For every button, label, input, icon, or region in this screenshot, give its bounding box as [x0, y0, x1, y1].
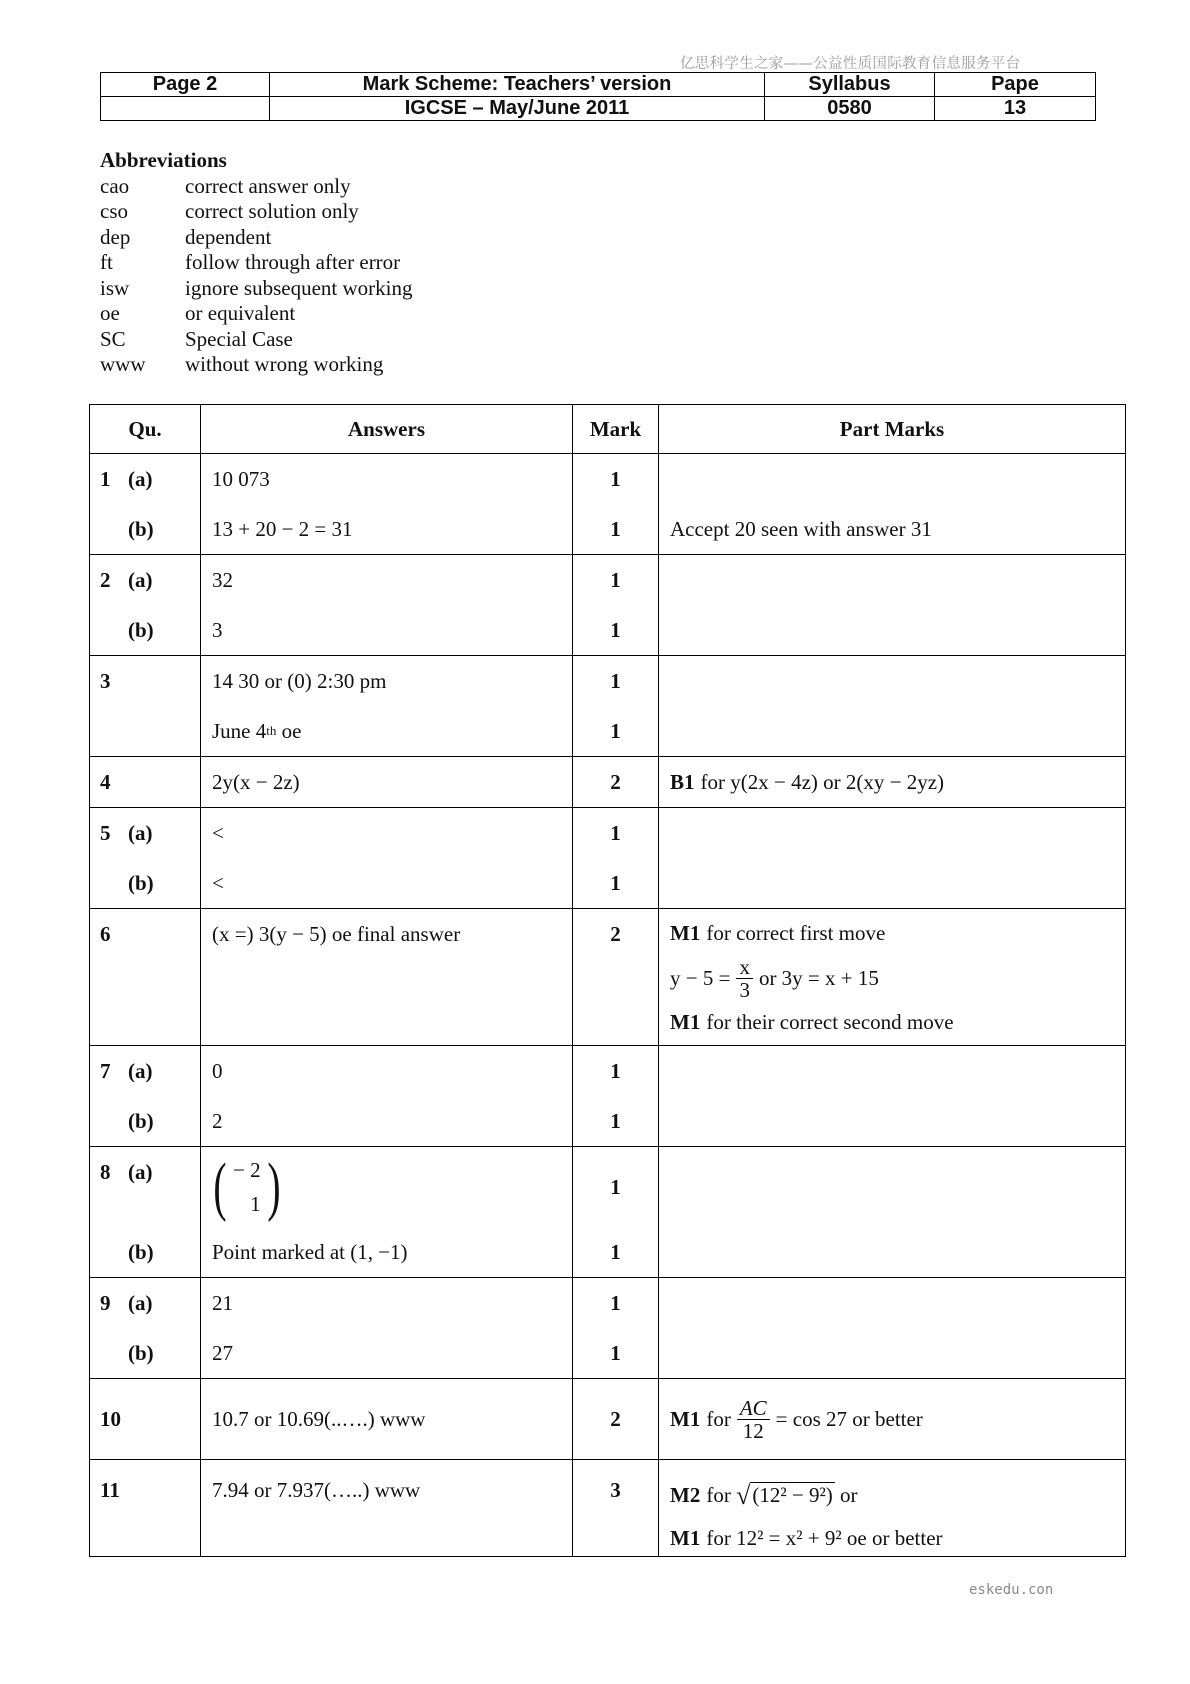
part-label: (a) — [128, 466, 153, 491]
fraction: $\frac{AC}{12}$ — [737, 1397, 770, 1442]
question-cell — [90, 808, 201, 909]
paper-label: Pape — [935, 73, 1096, 97]
vector-top: − 2 — [232, 1158, 261, 1182]
header-table — [100, 72, 1096, 121]
question-cell — [90, 909, 201, 1046]
col-header-answers: Answers — [201, 405, 573, 454]
mark-cell — [573, 1379, 659, 1460]
abbreviations-section — [100, 148, 412, 378]
answer-text: 21 — [212, 1290, 233, 1315]
part-label: (b) — [128, 870, 154, 895]
abbr-code: cao — [100, 173, 130, 198]
abbr-meaning: or equivalent — [185, 301, 296, 325]
abbr-meaning: follow through after error — [185, 250, 401, 274]
answer-text: 3 — [212, 617, 223, 642]
part-label: (b) — [128, 1108, 154, 1133]
abbr-row — [100, 199, 412, 225]
answer-text: 7.94 or 7.937(…..) www — [212, 1477, 421, 1502]
answer-cell — [201, 555, 573, 656]
table-row — [90, 1278, 1126, 1379]
mark-cell — [573, 808, 659, 909]
answer-cell — [201, 909, 573, 1046]
part-marks-cell — [659, 1046, 1126, 1147]
question-cell — [90, 1379, 201, 1460]
mark-value: 3 — [610, 1477, 621, 1502]
mark-value: 1 — [610, 1174, 621, 1199]
part-marks-text: Accept 20 seen with answer 31 — [670, 516, 932, 541]
answer-text: < — [212, 870, 224, 895]
answer-cell — [201, 1460, 573, 1557]
answer-text: 10 073 — [212, 466, 270, 491]
part-marks-cell — [659, 1147, 1126, 1278]
part-marks-text: y − 5 = $\frac{x}{3}$ or 3y = x + 15 — [670, 954, 879, 1002]
table-row — [90, 909, 1126, 1046]
mark-scheme-table — [89, 404, 1126, 1557]
table-row — [90, 1379, 1126, 1460]
table-row — [90, 454, 1126, 555]
answer-text: Point marked at (1, −1) — [212, 1239, 408, 1264]
question-cell — [90, 757, 201, 808]
table-header-row — [90, 405, 1126, 454]
mark-value: 1 — [610, 466, 621, 491]
mark-cell — [573, 656, 659, 757]
answer-cell — [201, 1046, 573, 1147]
part-label: (a) — [128, 567, 153, 592]
question-cell — [90, 1460, 201, 1557]
abbr-code: dep — [100, 224, 131, 249]
table-row — [90, 1147, 1126, 1278]
mark-value: 1 — [610, 516, 621, 541]
abbr-row — [100, 327, 412, 353]
part-marks-cell — [659, 454, 1126, 555]
watermark: 亿思科学生之家——公益性质国际教育信息服务平台 — [680, 56, 1021, 72]
mark-value: 1 — [610, 820, 621, 845]
answer-text: June 4 th oe — [212, 718, 302, 743]
part-marks-text: M1 for their correct second move — [670, 1009, 954, 1034]
mark-value: 1 — [610, 567, 621, 592]
answer-text: (x =) 3(y − 5) oe final answer — [212, 921, 461, 946]
question-number: 4 — [100, 769, 111, 794]
mark-cell — [573, 555, 659, 656]
question-cell — [90, 555, 201, 656]
part-marks-cell — [659, 1379, 1126, 1460]
abbr-row — [100, 250, 412, 276]
fraction: $\frac{x}{3}$ — [736, 956, 753, 1001]
part-label: (a) — [128, 1058, 153, 1083]
abbr-code: oe — [100, 301, 120, 325]
question-number: 5 — [100, 820, 111, 845]
abbr-meaning: ignore subsequent working — [185, 275, 413, 300]
part-marks-text: M1 for correct first move — [670, 920, 886, 945]
part-label: (b) — [128, 1340, 154, 1365]
part-label: (a) — [128, 1290, 153, 1315]
part-label: (b) — [128, 617, 154, 642]
mark-cell — [573, 1147, 659, 1278]
mark-cell — [573, 1460, 659, 1557]
mark-cell — [573, 1278, 659, 1379]
part-label: (a) — [128, 1159, 153, 1184]
part-marks-cell — [659, 555, 1126, 656]
mark-value: 1 — [610, 1340, 621, 1365]
table-row — [90, 808, 1126, 909]
abbr-code: ft — [100, 250, 113, 274]
part-label: (a) — [128, 820, 153, 845]
part-label: (b) — [128, 1239, 154, 1264]
mark-value: 2 — [610, 921, 621, 946]
mark-value: 1 — [610, 870, 621, 895]
abbr-code: SC — [100, 326, 126, 351]
question-number: 6 — [100, 921, 111, 946]
col-header-part-marks: Part Marks — [659, 405, 1126, 454]
abbr-row — [100, 225, 412, 251]
square-root: √ (12² − 9²) — [736, 1481, 833, 1510]
answer-cell — [201, 1147, 573, 1278]
page-label: Page 2 — [101, 73, 270, 97]
question-cell — [90, 1046, 201, 1147]
syllabus-code: 0580 — [765, 97, 935, 121]
part-marks-text: M2 for √ (12² − 9²) or — [670, 1481, 858, 1510]
answer-text: 14 30 or (0) 2:30 pm — [212, 668, 387, 693]
mark-value: 2 — [610, 1406, 621, 1431]
question-number: 3 — [100, 668, 111, 693]
part-marks-text: M1 for $\frac{AC}{12}$ = cos 27 or better — [670, 1395, 923, 1443]
part-marks-cell — [659, 808, 1126, 909]
answer-cell — [201, 656, 573, 757]
answer-cell — [201, 1278, 573, 1379]
table-row — [90, 757, 1126, 808]
mark-value: 1 — [610, 617, 621, 642]
mark-value: 1 — [610, 668, 621, 693]
exam-name: IGCSE – May/June 2011 — [270, 97, 765, 121]
abbr-code: www — [100, 352, 146, 376]
answer-text: 2 — [212, 1108, 223, 1133]
empty-cell — [101, 97, 270, 121]
mark-value: 1 — [610, 1108, 621, 1133]
answer-text: 32 — [212, 567, 233, 592]
mark-value: 1 — [610, 1239, 621, 1264]
abbr-meaning: correct answer only — [185, 173, 351, 198]
paper-number: 13 — [935, 97, 1096, 121]
table-row — [90, 1460, 1126, 1557]
col-header-mark: Mark — [573, 405, 659, 454]
answer-text: 13 + 20 − 2 = 31 — [212, 516, 353, 541]
question-cell — [90, 1147, 201, 1278]
footer-watermark: eskedu.con — [969, 1582, 1054, 1598]
abbr-row — [100, 276, 412, 302]
question-cell — [90, 454, 201, 555]
mark-cell — [573, 454, 659, 555]
col-header-qu: Qu. — [90, 405, 201, 454]
answer-text: 10.7 or 10.69(..….) www — [212, 1406, 426, 1431]
question-number: 9 — [100, 1290, 111, 1315]
column-vector: ( − 2 1 ) — [213, 1150, 281, 1223]
question-number: 1 — [100, 466, 111, 491]
table-row — [90, 656, 1126, 757]
part-marks-cell — [659, 656, 1126, 757]
part-marks-cell — [659, 1278, 1126, 1379]
mark-value: 1 — [610, 1058, 621, 1083]
part-marks-cell — [659, 909, 1126, 1046]
question-cell — [90, 1278, 201, 1379]
question-number: 2 — [100, 567, 111, 592]
mark-value: 2 — [610, 769, 621, 794]
answer-text: < — [212, 820, 224, 845]
mark-value: 1 — [610, 1290, 621, 1315]
mark-cell — [573, 909, 659, 1046]
abbr-code: isw — [100, 275, 130, 300]
answer-text: 2y(x − 2z) — [212, 769, 300, 794]
table-row — [90, 555, 1126, 656]
part-marks-text: B1 for y(2x − 4z) or 2(xy − 2yz) — [670, 769, 945, 794]
question-cell — [90, 656, 201, 757]
abbr-meaning: correct solution only — [185, 199, 359, 223]
mark-value: 1 — [610, 718, 621, 743]
question-number: 11 — [100, 1477, 120, 1502]
part-marks-text: M1 for 12² = x² + 9² oe or better — [670, 1526, 943, 1550]
answer-cell — [201, 808, 573, 909]
part-label: (b) — [128, 516, 154, 541]
answer-text: 0 — [212, 1058, 223, 1083]
vector-bottom: 1 — [250, 1192, 261, 1216]
abbr-meaning: without wrong working — [185, 352, 384, 376]
question-number: 7 — [100, 1058, 111, 1083]
answer-text: 27 — [212, 1340, 233, 1365]
syllabus-label: Syllabus — [765, 73, 935, 97]
doc-title: Mark Scheme: Teachers’ version — [270, 73, 765, 97]
table-row — [90, 1046, 1126, 1147]
question-number: 8 — [100, 1159, 111, 1184]
abbr-row — [100, 352, 412, 378]
abbreviations-title: Abbreviations — [100, 148, 227, 172]
mark-cell — [573, 1046, 659, 1147]
answer-cell — [201, 454, 573, 555]
abbr-code: cso — [100, 199, 128, 223]
answer-cell — [201, 1379, 573, 1460]
abbr-row — [100, 301, 412, 327]
part-marks-cell — [659, 1460, 1126, 1557]
abbr-row — [100, 174, 412, 200]
abbr-meaning: Special Case — [185, 326, 293, 351]
mark-cell — [573, 757, 659, 808]
answer-cell — [201, 757, 573, 808]
abbr-meaning: dependent — [185, 224, 272, 249]
question-number: 10 — [100, 1406, 121, 1431]
part-marks-cell — [659, 757, 1126, 808]
